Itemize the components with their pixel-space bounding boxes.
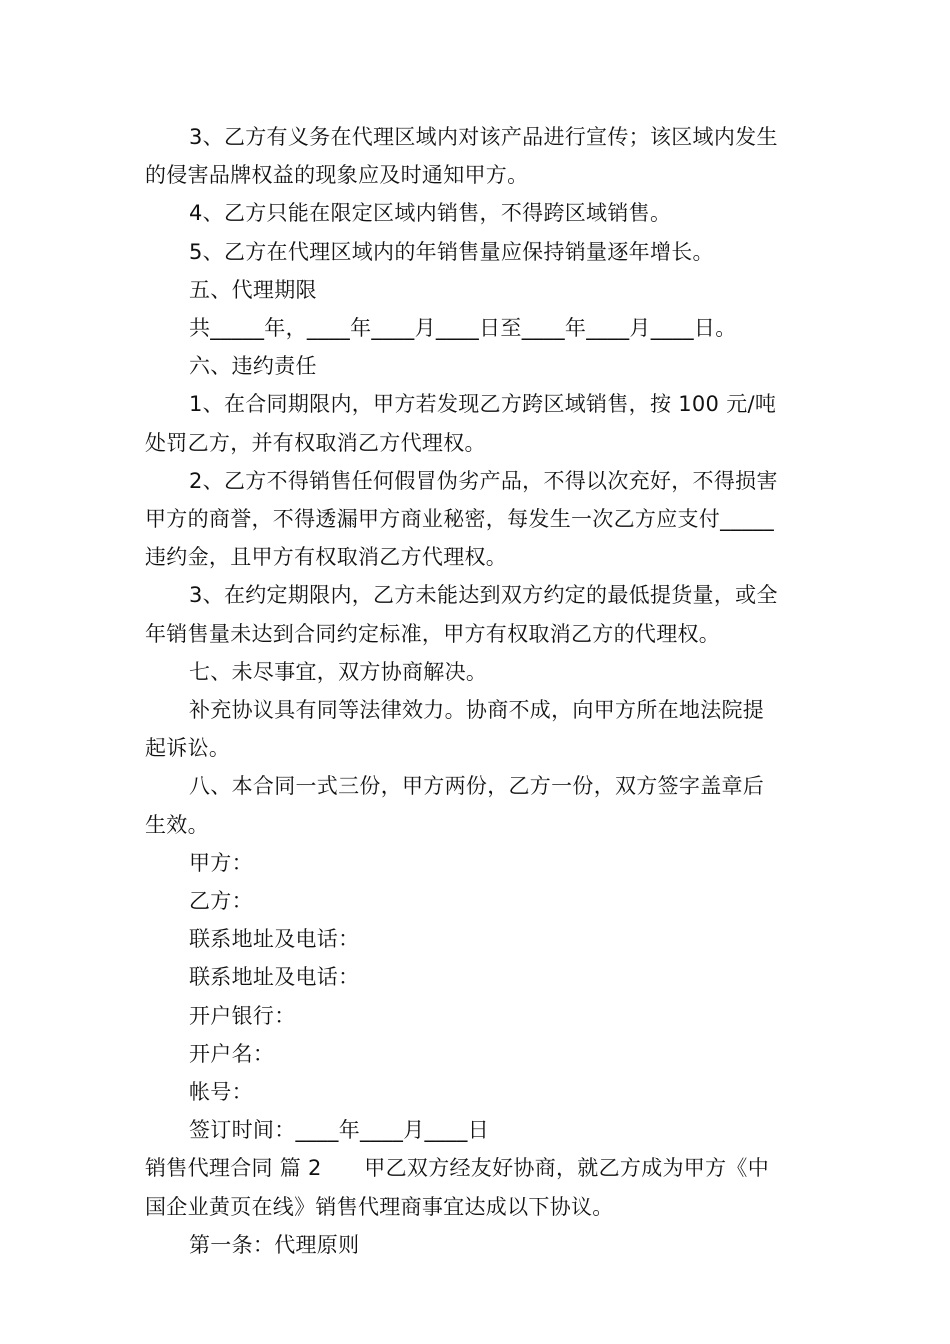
account-name-field: 开户名： xyxy=(189,1041,275,1066)
contact-field: 联系地址及电话： xyxy=(189,965,360,990)
signature-field-party-b: 乙方： xyxy=(189,889,253,914)
section-heading: 五、代理期限 xyxy=(189,277,317,302)
contact-field: 联系地址及电话： xyxy=(189,927,360,952)
text-line: 国企业黄页在线》销售代理商事宜达成以下协议。 xyxy=(145,1194,614,1219)
text-line: 3、在约定期限内，乙方未能达到双方约定的最低提货量，或全 xyxy=(189,583,778,608)
text-line: 共_____年，____年____月____日至____年____月____日。 xyxy=(189,316,737,341)
account-number-field: 帐号： xyxy=(189,1080,253,1105)
section-heading: 第一条：代理原则 xyxy=(189,1232,360,1257)
text-line: 起诉讼。 xyxy=(145,736,231,761)
text-line: 甲方的商誉，不得透漏甲方商业秘密，每发生一次乙方应支付_____ xyxy=(145,507,775,532)
text-line: 3、乙方有义务在代理区域内对该产品进行宣传；该区域内发生 xyxy=(189,125,778,149)
text-line: 处罚乙方，并有权取消乙方代理权。 xyxy=(145,430,486,455)
text-line: 违约金，且甲方有权取消乙方代理权。 xyxy=(145,545,508,570)
text-line: 2、乙方不得销售任何假冒伪劣产品，不得以次充好，不得损害 xyxy=(189,468,778,493)
section-heading: 七、未尽事宜，双方协商解决。 xyxy=(189,659,488,684)
text-line: 1、在合同期限内，甲方若发现乙方跨区域销售，按 100 元/吨 xyxy=(189,392,777,417)
section-heading: 六、违约责任 xyxy=(189,354,317,379)
text-line: 4、乙方只能在限定区域内销售，不得跨区域销售。 xyxy=(189,201,672,226)
bank-field: 开户银行： xyxy=(189,1003,296,1028)
section-heading: 八、本合同一式三份，甲方两份，乙方一份，双方签字盖章后 xyxy=(189,774,765,799)
text-line: 的侵害品牌权益的现象应及时通知甲方。 xyxy=(145,163,529,188)
text-line: 补充协议具有同等法律效力。协商不成，向甲方所在地法院提 xyxy=(189,698,765,723)
contract-title-line: 销售代理合同 篇 2 甲乙双方经友好协商，就乙方成为甲方《中 xyxy=(145,1156,770,1181)
text-line: 5、乙方在代理区域内的年销售量应保持销量逐年增长。 xyxy=(189,239,714,264)
document-body xyxy=(145,118,807,1264)
signing-date-field: 签订时间：____年____月____日 xyxy=(189,1118,489,1143)
text-line: 生效。 xyxy=(145,812,209,837)
signature-field-party-a: 甲方： xyxy=(189,850,253,875)
text-line: 年销售量未达到合同约定标准，甲方有权取消乙方的代理权。 xyxy=(145,621,721,646)
